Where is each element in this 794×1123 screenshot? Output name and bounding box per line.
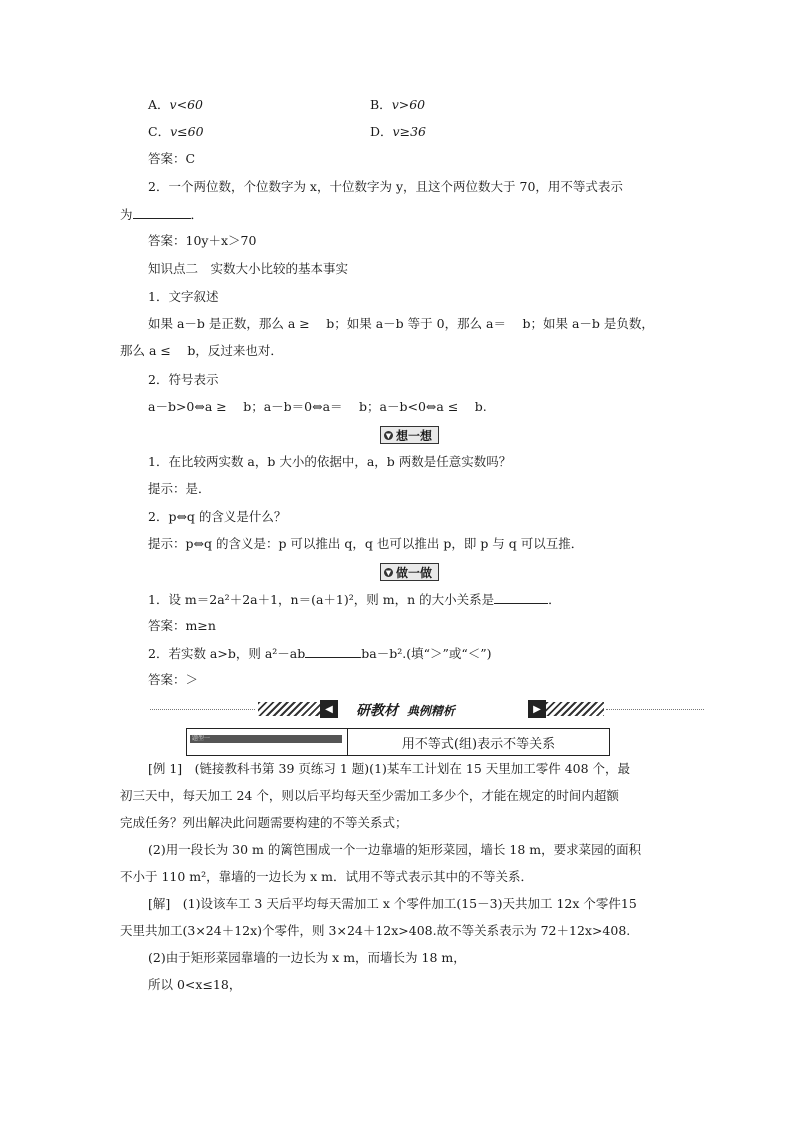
think-badge-label: 想一想 xyxy=(396,428,433,443)
subheading-symbol: 2．符号表示 xyxy=(148,372,219,387)
fill-blank xyxy=(494,591,548,604)
option-d xyxy=(370,124,426,140)
exercise-question-1-suffix: ． xyxy=(548,592,561,607)
section-banner xyxy=(356,700,455,720)
answer-1: 答案：C xyxy=(148,151,196,166)
do-badge-label: 做一做 xyxy=(396,565,433,580)
think-question-1: 1．在比较两实数 a，b 大小的依据中，a，b 两数是任意实数吗？ xyxy=(148,454,512,469)
option-d-letter: D． xyxy=(370,124,393,139)
example-line-5: 不小于 110 m²，靠墙的一边长为 x m．试用不等式表示其中的不等关系． xyxy=(120,869,534,884)
solution-line-2: 天里共加工(3×24＋12x)个零件，则 3×24＋12x>408.故不等关系表示为 72＋12x>408. xyxy=(120,923,631,938)
category-title: 用不等式(组)表示不等关系 xyxy=(401,736,556,752)
question-2-prefix: 为 xyxy=(120,207,133,222)
fill-blank xyxy=(133,206,191,219)
exercise-question-2 xyxy=(148,645,492,662)
question-2-line2 xyxy=(120,206,203,223)
chevron-down-icon: ▼ xyxy=(385,430,392,440)
example-line-3: 完成任务？列出解决此问题需要构建的不等关系式； xyxy=(120,815,408,830)
category-tag-cell xyxy=(187,729,348,755)
exercise-answer-2: 答案：＞ xyxy=(148,672,199,687)
subheading-text-description: 1．文字叙述 xyxy=(148,289,219,304)
option-b xyxy=(370,97,425,113)
section-banner-main: 研教材 xyxy=(356,703,398,719)
example-line-1: [例 1] (链接教科书第 39 页练习 1 题)(1)某车工计划在 15 天里加工零件 408 个，最 xyxy=(148,761,631,776)
banner-divider-right xyxy=(606,709,704,710)
fill-blank xyxy=(305,645,361,658)
knowledge-point-title: 知识点二 实数大小比较的基本事实 xyxy=(148,261,349,276)
banner-hatch-right xyxy=(546,702,604,716)
exercise-question-2-suffix: ba－b².(填“＞”或“＜”) xyxy=(361,646,492,661)
solution-line-4: 所以 0<x≤18， xyxy=(148,977,242,992)
exercise-question-1 xyxy=(148,591,561,608)
option-a-text: v<60 xyxy=(169,97,203,112)
option-b-text: v>60 xyxy=(391,97,426,112)
option-b-letter: B． xyxy=(370,97,392,112)
think-badge xyxy=(380,426,439,444)
think-hint-1: 提示：是． xyxy=(148,481,211,496)
example-line-2: 初三天中，每天加工 24 个，则以后平均每天至少需加工多少个，才能在规定的时间内超额 xyxy=(120,788,619,803)
question-2-answer: 答案：10y＋x＞70 xyxy=(148,233,257,248)
option-c-text: v≤60 xyxy=(170,124,204,139)
section-banner-sub: 典例精析 xyxy=(406,704,455,718)
option-c xyxy=(148,124,204,140)
arrow-left-icon: ◀ xyxy=(320,700,338,718)
example-line-4: (2)用一段长为 30 m 的篱笆围成一个一边靠墙的矩形菜园，墙长 18 m，要求菜园的面积 xyxy=(148,842,642,857)
exercise-question-1-text: 1．设 m＝2a²＋2a＋1，n＝(a＋1)²，则 m，n 的大小关系是 xyxy=(148,592,495,607)
question-2-suffix: ． xyxy=(190,207,204,222)
arrow-right-icon: ▶ xyxy=(528,700,546,718)
question-2-line1: 2．一个两位数，个位数字为 x，十位数字为 y，且这个两位数大于 70，用不等式表示 xyxy=(148,179,623,194)
chevron-down-icon: ▼ xyxy=(385,567,392,577)
think-hint-2: 提示：p⇔q 的含义是：p 可以推出 q，q 也可以推出 p，即 p 与 q 可以互推． xyxy=(148,536,584,551)
solution-line-3: (2)由于矩形菜园靠墙的一边长为 x m，而墙长为 18 m， xyxy=(148,950,466,965)
do-badge xyxy=(380,563,439,581)
category-box xyxy=(186,728,610,756)
category-tag: 题型一 xyxy=(190,735,342,743)
option-d-text: v≥36 xyxy=(392,124,426,139)
option-a-letter: A． xyxy=(148,97,170,112)
option-c-letter: C． xyxy=(148,124,171,139)
banner-divider-left xyxy=(150,709,255,710)
exercise-question-2-text: 2．若实数 a>b，则 a²－ab xyxy=(148,646,306,661)
solution-line-1: [解] (1)设该车工 3 天后平均每天需加工 x 个零件加工(15－3)天共加工 12x 个零件15 xyxy=(148,896,637,911)
option-a xyxy=(148,97,203,113)
description-para-1: 如果 a－b 是正数，那么 a ≥ b；如果 a－b 等于 0，那么 a＝ b；如果 a－b 是负数， xyxy=(148,316,654,331)
think-question-2: 2．p⇔q 的含义是什么？ xyxy=(148,509,287,524)
symbol-expression: a－b>0⇔a ≥ b；a－b＝0⇔a＝ b；a－b<0⇔a ≤ b. xyxy=(148,399,487,414)
banner-hatch-left xyxy=(258,702,320,716)
exercise-answer-1: 答案：m≥n xyxy=(148,618,216,633)
description-para-2: 那么 a ≤ b，反过来也对． xyxy=(120,343,283,358)
